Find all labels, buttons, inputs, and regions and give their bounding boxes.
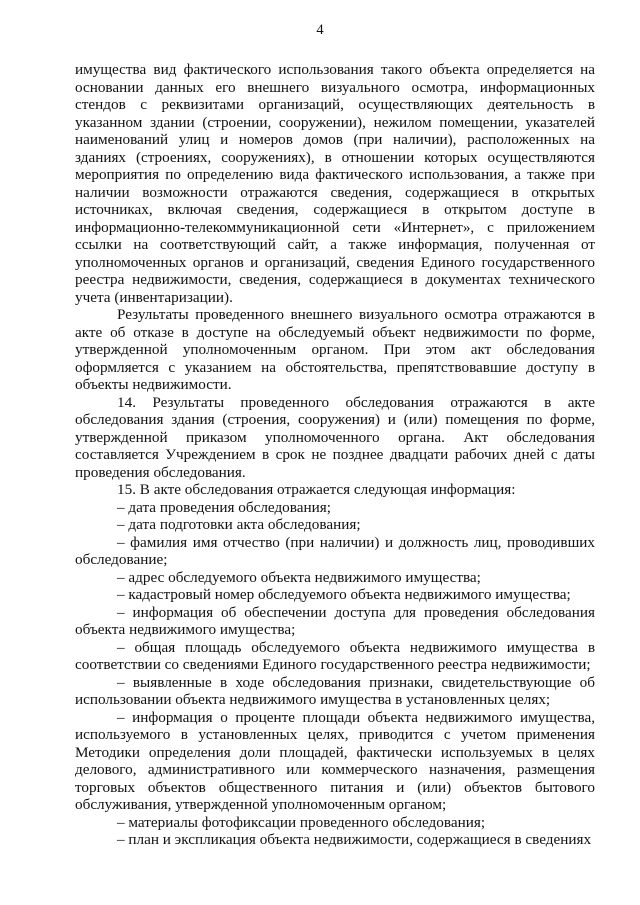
document-body [75, 61, 595, 849]
paragraph-continuation: имущества вид фактического использования такого объекта определяется на основании данных его внешнего визуального осмотра, информационных стендов с реквизитами организаций, осуществляющих деятельность в указанном здании (строении, сооружении), нежилом помещении, указателей наименований улиц и номеров домов (при наличии), расположенных на зданиях (строениях, сооружениях), в отношении которых осуществляются мероприятия по определению вида фактического использования, а также при наличии возможности отражаются сведения, содержащиеся в открытых источниках, включая сведения, содержащиеся в открытом доступе в информационно-телекоммуникационной сети «Интернет», с приложением ссылки на соответствующий сайт, а также информация, полученная от уполномоченных органов и организаций, сведения Единого государственного реестра недвижимости, сведения, содержащиеся в документах технического учета (инвентаризации). [75, 61, 595, 306]
list-item-photo-materials: – материалы фотофиксации проведенного обследования; [117, 813, 486, 831]
list-item-area-percentage: – информация о проценте площади объекта недвижимого имущества, используемого в установленных целях, приводится с учетом применения Методики определения доли площадей, фактически используемых в целях делового, административного или коммерческого назначения, размещения торговых объектов общественного питания и (или) объектов бытового обслуживания, утвержденной уполномоченным органом; [75, 708, 595, 813]
list-item-usage-signs: – выявленные в ходе обследования признаки, свидетельствующие об использовании объекта недвижимого имущества в установленных целях; [75, 673, 595, 708]
list-item-address: – адрес обследуемого объекта недвижимого имущества; [117, 568, 481, 586]
paragraph-visual-inspection-results: Результаты проведенного внешнего визуального осмотра отражаются в акте об отказе в доступе на обследуемый объект недвижимости по форме, утвержденной уполномоченным органом. При этом акт обследования оформляется с указанием на обстоятельства, препятствовавшие доступу в объекты недвижимости. [75, 306, 595, 393]
list-item-plan-explication: – план и экспликация объекта недвижимости, содержащиеся в сведениях [117, 831, 592, 848]
list-item-inspectors: – фамилия имя отчество (при наличии) и должность лиц, проводивших обследование; [75, 533, 595, 568]
list-item-cadastral-number: – кадастровый номер обследуемого объекта недвижимого имущества; [117, 586, 571, 603]
list-item-total-area: – общая площадь обследуемого объекта недвижимого имущества в соответствии со сведениями Единого государственного реестра недвижимости; [75, 638, 595, 673]
paragraph-item-15: 15. В акте обследования отражается следующая информация: [117, 481, 516, 498]
list-item-inspection-date: – дата проведения обследования; [117, 498, 331, 516]
page-number: 4 [316, 22, 324, 38]
paragraph-item-14: 14. Результаты проведенного обследования отражаются в акте обследования здания (строения, сооружения) и (или) помещения по форме, утвержденной приказом уполномоченного органа. Акт обследования составляется Учреждением в срок не позднее двадцати рабочих дней с даты проведения обследования. [75, 393, 595, 481]
list-item-access-info: – информация об обеспечении доступа для проведения обследования объекта недвижимого имущества; [75, 603, 595, 638]
list-item-act-preparation-date: – дата подготовки акта обследования; [117, 516, 361, 533]
